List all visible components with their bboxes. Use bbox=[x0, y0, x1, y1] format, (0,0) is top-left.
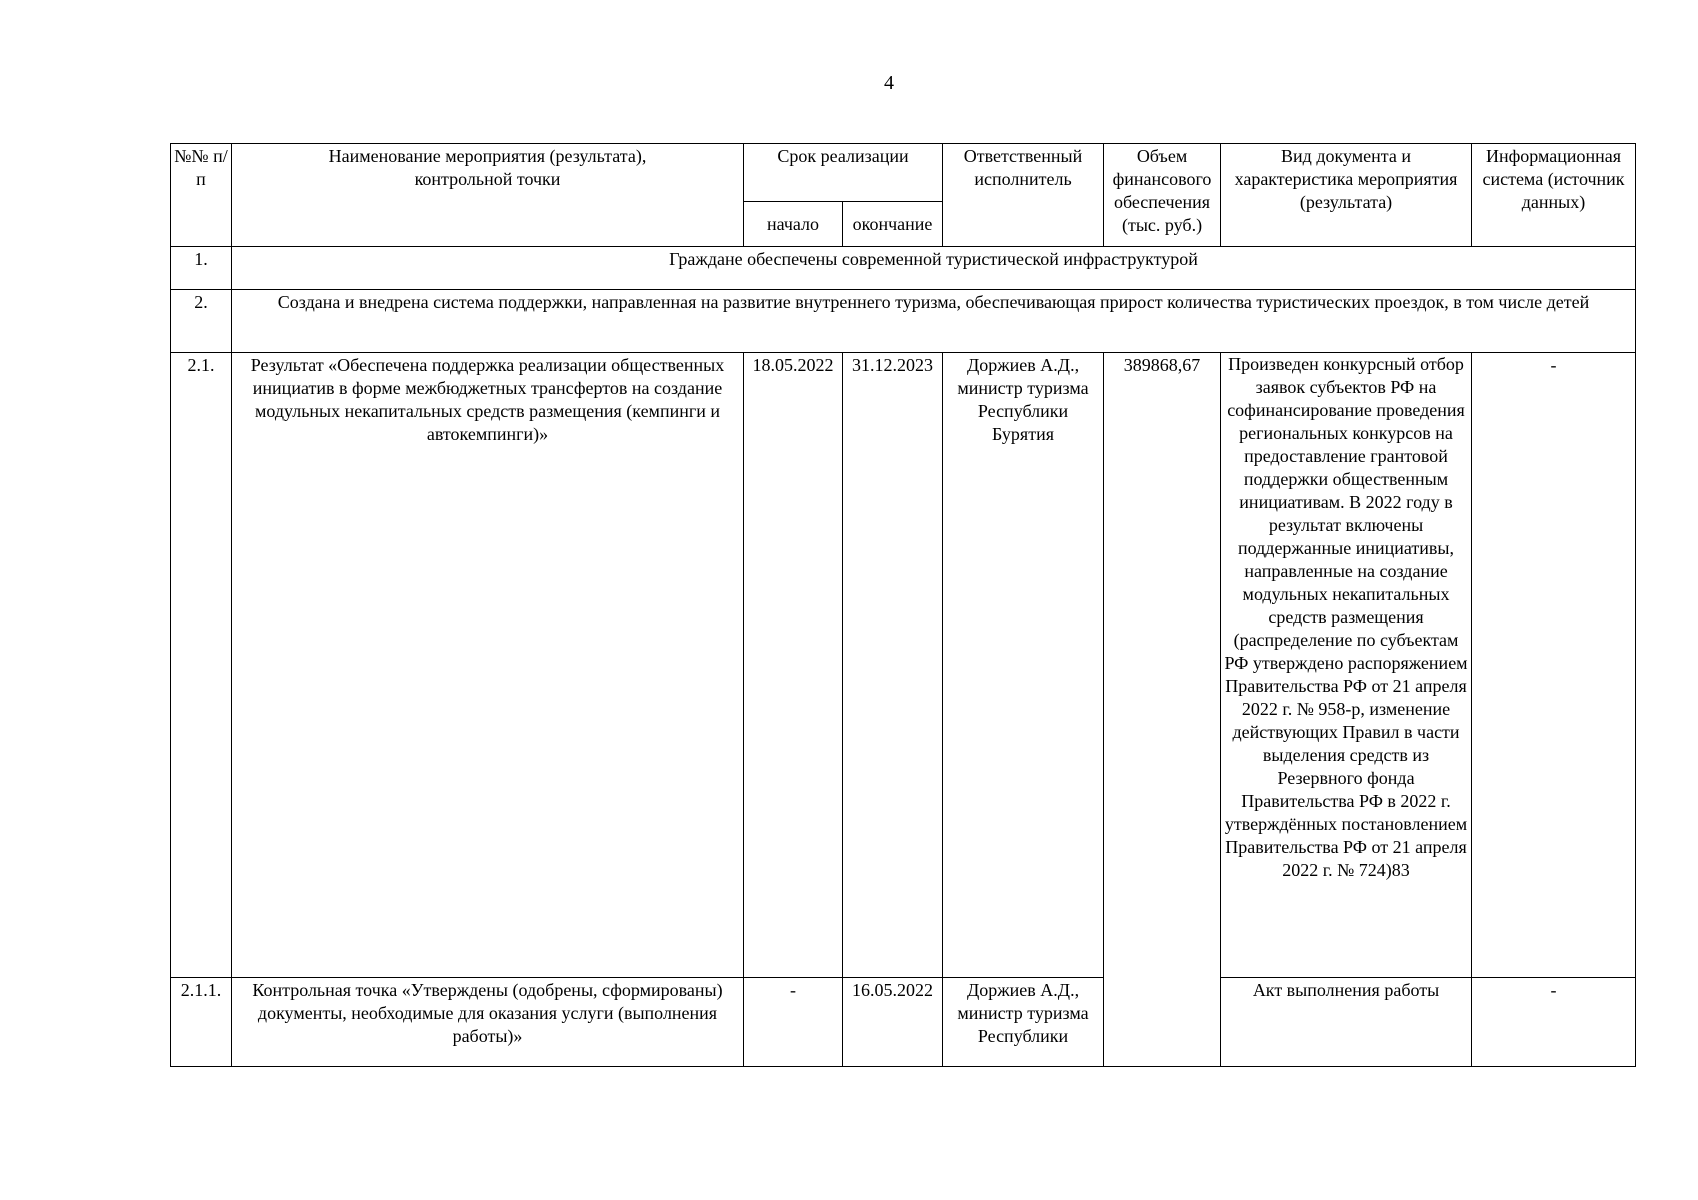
row-start-date: - bbox=[744, 978, 843, 1067]
header-num: №№ п/п bbox=[171, 144, 232, 247]
header-doc-type: Вид документа и характеристика мероприятия (результата) bbox=[1221, 144, 1472, 247]
table-row bbox=[171, 353, 1636, 978]
row-end-date: 16.05.2022 bbox=[843, 978, 943, 1067]
table-header-row bbox=[171, 144, 1636, 202]
header-responsible: Ответственный исполнитель bbox=[943, 144, 1104, 247]
row-info-system: - bbox=[1472, 353, 1636, 978]
row-num: 2.1.1. bbox=[171, 978, 232, 1067]
header-info-system: Информационная система (источник данных) bbox=[1472, 144, 1636, 247]
row-responsible: Доржиев А.Д., министр туризма Республики Бурятия bbox=[943, 353, 1104, 978]
header-start: начало bbox=[744, 202, 843, 247]
row-task-text: Создана и внедрена система поддержки, направленная на развитие внутреннего туризма, обеспечивающая прирост количества туристических проездок, в том числе детей bbox=[232, 290, 1636, 353]
row-start-date: 18.05.2022 bbox=[744, 353, 843, 978]
table-row bbox=[171, 290, 1636, 353]
header-period: Срок реализации bbox=[744, 144, 943, 202]
row-volume: 389868,67 bbox=[1104, 353, 1221, 1067]
row-name: Контрольная точка «Утверждены (одобрены, сформированы) документы, необходимые для оказания услуги (выполнения работы)» bbox=[232, 978, 744, 1067]
table-row bbox=[171, 978, 1636, 1067]
page-number: 4 bbox=[884, 72, 894, 94]
row-doc-description: Произведен конкурсный отбор заявок субъектов РФ на софинансирование проведения региональных конкурсов на предоставление грантовой поддержки общественным инициативам. В 2022 году в результат включены поддержанные инициативы, направленные на создание модульных некапитальных средств размещения (распределение по субъектам РФ утверждено распоряжением Правительства РФ от 21 апреля 2022 г. № 958-р, изменение действующих Правил в части выделения средств из Резервного фонда Правительства РФ в 2022 г. утверждённых постановлением Правительства РФ от 21 апреля 2022 г. № 724)83 bbox=[1221, 353, 1472, 978]
row-name: Результат «Обеспечена поддержка реализации общественных инициатив в форме межбюджетных трансфертов на создание модульных некапитальных средств размещения (кемпинги и автокемпинги)» bbox=[232, 353, 744, 978]
header-name-line1: Наименование мероприятия (результата), bbox=[328, 146, 647, 166]
row-end-date: 31.12.2023 bbox=[843, 353, 943, 978]
header-volume: Объем финансового обеспечения (тыс. руб.) bbox=[1104, 144, 1221, 247]
header-end: окончание bbox=[843, 202, 943, 247]
row-num: 2. bbox=[171, 290, 232, 353]
table-row bbox=[171, 247, 1636, 290]
row-doc-description: Акт выполнения работы bbox=[1221, 978, 1472, 1067]
header-name bbox=[232, 144, 744, 247]
row-num: 1. bbox=[171, 247, 232, 290]
row-num: 2.1. bbox=[171, 353, 232, 978]
row-responsible: Доржиев А.Д., министр туризма Республики bbox=[943, 978, 1104, 1067]
row-goal-text: Граждане обеспечены современной туристической инфраструктурой bbox=[232, 247, 1636, 290]
activities-table bbox=[170, 143, 1636, 1067]
row-info-system: - bbox=[1472, 978, 1636, 1067]
header-name-line2: контрольной точки bbox=[414, 169, 561, 189]
